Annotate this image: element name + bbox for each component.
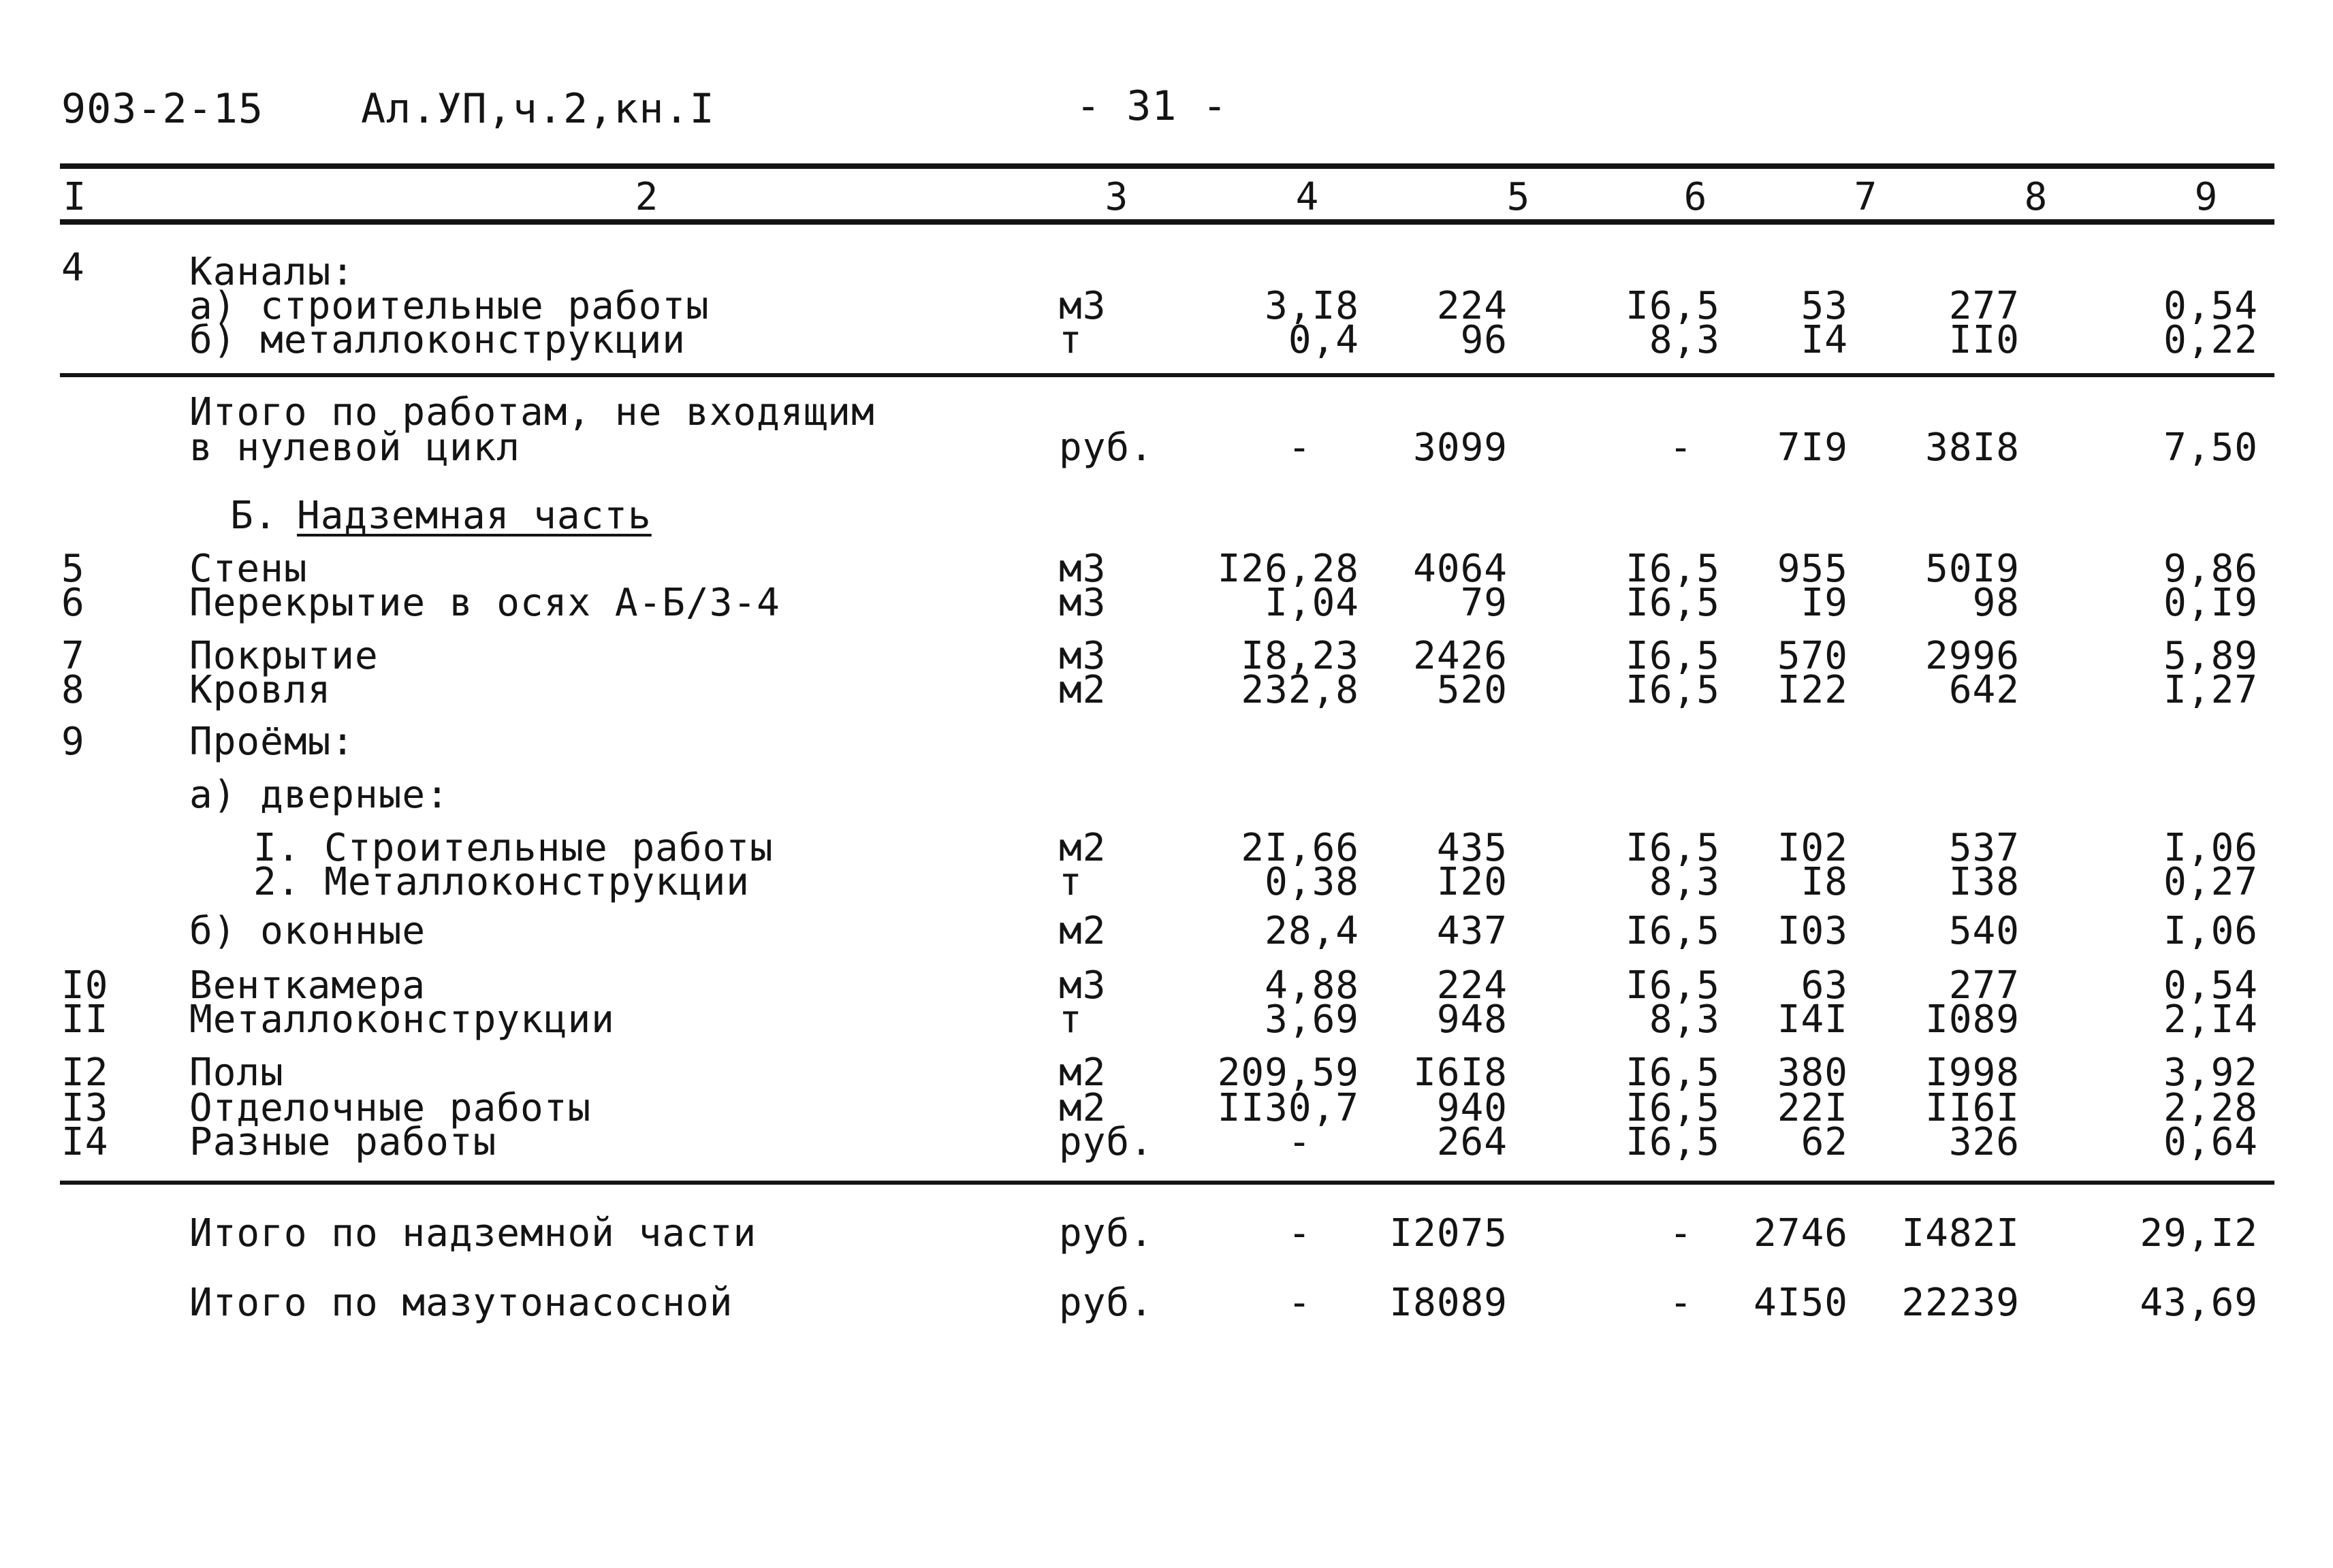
row-name: Стены [189, 547, 308, 591]
cell-col4: 209,59 [1217, 1051, 1359, 1095]
row-name: а) дверные: [189, 773, 449, 817]
cell-col7: I02 [1777, 826, 1848, 870]
cell-col4: 28,4 [1265, 909, 1359, 953]
cell-col6: - [1669, 426, 1693, 470]
cell-col4: 3,69 [1265, 997, 1359, 1042]
cell-col6: 8,3 [1649, 318, 1720, 362]
col-header-6: 6 [1683, 175, 1708, 219]
row-name: Перекрытие в осях А-Б/3-4 [189, 581, 780, 625]
cell-col5: 948 [1436, 997, 1508, 1042]
row-unit: м2 [1059, 668, 1107, 712]
cell-col7: 62 [1800, 1120, 1848, 1164]
cell-col6: - [1669, 1211, 1693, 1255]
cell-col9: 0,22 [2163, 318, 2258, 362]
row-name: 2. Металлоконструкции [253, 860, 750, 904]
cell-col6: I6,5 [1625, 963, 1720, 1008]
cell-col7: I8 [1800, 860, 1848, 904]
row-name: а) строительные работы [189, 284, 710, 328]
cell-col9: 5,89 [2163, 634, 2258, 678]
cell-col5: 96 [1460, 318, 1508, 362]
cell-col7: 4I50 [1753, 1281, 1848, 1325]
cell-col8: 540 [1948, 909, 2020, 953]
cell-col6: I6,5 [1625, 909, 1720, 953]
row-unit: м3 [1059, 581, 1107, 625]
cell-col9: I,06 [2163, 909, 2258, 953]
cell-col6: 8,3 [1649, 997, 1720, 1042]
col-header-5: 5 [1506, 175, 1531, 219]
row-unit: т [1059, 860, 1083, 904]
row-name: Итого по надземной части [189, 1211, 757, 1255]
col-header-2: 2 [635, 175, 659, 219]
cell-col4: I,04 [1265, 581, 1359, 625]
row-name: Отделочные работы [189, 1086, 592, 1130]
cell-col9: I,27 [2163, 668, 2258, 712]
row-unit: м2 [1059, 1086, 1107, 1130]
row-name-cont: в нулевой цикл [189, 426, 521, 470]
row-number: II [61, 997, 109, 1042]
row-name: Итого по мазутонасосной [189, 1281, 733, 1325]
cell-col5: 437 [1436, 909, 1508, 953]
cell-col8: 2996 [1925, 634, 2020, 678]
row-unit: руб. [1059, 1281, 1154, 1325]
header-bottom-rule [60, 219, 2274, 225]
cell-col7: I9 [1800, 581, 1848, 625]
row-name: б) оконные [189, 909, 426, 953]
row-unit: м3 [1059, 963, 1107, 1008]
cell-col5: 520 [1436, 668, 1508, 712]
row-name: Кровля [189, 668, 332, 712]
cell-col5: 79 [1460, 581, 1508, 625]
cell-col4: 0,4 [1288, 318, 1359, 362]
cell-col9: I,06 [2163, 826, 2258, 870]
cell-col9: 0,54 [2163, 284, 2258, 328]
cell-col4: - [1288, 426, 1312, 470]
cell-col6: I6,5 [1625, 668, 1720, 712]
cell-col6: I6,5 [1625, 1086, 1720, 1130]
row-name: Каналы: [189, 250, 355, 294]
cell-col9: 2,I4 [2163, 997, 2258, 1042]
section-title: Надземная часть [297, 494, 652, 538]
cell-col4: - [1288, 1211, 1312, 1255]
cell-col6: I6,5 [1625, 581, 1720, 625]
cell-col5: 224 [1436, 963, 1508, 1008]
cell-col4: I8,23 [1241, 634, 1359, 678]
row-name: Венткамера [189, 963, 426, 1008]
col-header-4: 4 [1295, 175, 1320, 219]
cell-col8: 22239 [1901, 1281, 2020, 1325]
row-unit: м3 [1059, 634, 1107, 678]
table-top-rule [60, 163, 2274, 169]
cell-col5: 3099 [1413, 426, 1508, 470]
cell-col7: 570 [1777, 634, 1848, 678]
cell-col4: - [1288, 1281, 1312, 1325]
cell-col5: I20 [1436, 860, 1508, 904]
cell-col4: 232,8 [1241, 668, 1359, 712]
cell-col8: 642 [1948, 668, 2020, 712]
album-ref: Ал.УП,ч.2,кн.I [361, 85, 715, 133]
row-unit: руб. [1059, 1120, 1154, 1164]
cell-col8: 537 [1948, 826, 2020, 870]
cell-col7: I03 [1777, 909, 1848, 953]
cell-col7: 53 [1800, 284, 1848, 328]
cell-col7: I4 [1800, 318, 1848, 362]
rule-before-totals [60, 1181, 2274, 1185]
row-name: Разные работы [189, 1120, 497, 1164]
cell-col4: 3,I8 [1265, 284, 1359, 328]
cell-col8: 50I9 [1925, 547, 2020, 591]
row-unit: м2 [1059, 909, 1107, 953]
cell-col9: 2,28 [2163, 1086, 2258, 1130]
cell-col9: 0,64 [2163, 1120, 2258, 1164]
cell-col7: I4I [1777, 997, 1848, 1042]
cell-col5: 435 [1436, 826, 1508, 870]
cell-col5: 940 [1436, 1086, 1508, 1130]
doc-code: 903-2-15 [61, 85, 264, 133]
row-number: 4 [61, 246, 85, 290]
col-header-3: 3 [1105, 175, 1129, 219]
cell-col4: 4,88 [1265, 963, 1359, 1008]
cell-col9: 43,69 [2140, 1281, 2258, 1325]
cell-col4: II30,7 [1217, 1086, 1359, 1130]
row-name: Итого по работам, не входящим [189, 390, 875, 434]
cell-col9: 0,27 [2163, 860, 2258, 904]
cell-col6: I6,5 [1625, 547, 1720, 591]
cell-col8: 326 [1948, 1120, 2020, 1164]
row-number: I0 [61, 963, 109, 1008]
row-name: Покрытие [189, 634, 379, 678]
cell-col9: 7,50 [2163, 426, 2258, 470]
row-number: 9 [61, 720, 85, 764]
cell-col8: 98 [1972, 581, 2020, 625]
cell-col7: 63 [1800, 963, 1848, 1008]
cell-col8: I998 [1925, 1051, 2020, 1095]
cell-col4: I26,28 [1217, 547, 1359, 591]
cell-col6: - [1669, 1281, 1693, 1325]
cell-col7: 7I9 [1777, 426, 1848, 470]
cell-col9: 3,92 [2163, 1051, 2258, 1095]
row-unit: м2 [1059, 1051, 1107, 1095]
cell-col8: I38 [1948, 860, 2020, 904]
cell-col7: 955 [1777, 547, 1848, 591]
cell-col8: 277 [1948, 284, 2020, 328]
cell-col4: - [1288, 1120, 1312, 1164]
cell-col7: 22I [1777, 1086, 1848, 1130]
page-number: - 31 - [1076, 82, 1228, 130]
row-unit: м3 [1059, 284, 1107, 328]
cell-col4: 0,38 [1265, 860, 1359, 904]
cell-col6: I6,5 [1625, 284, 1720, 328]
cell-col6: I6,5 [1625, 1120, 1720, 1164]
cell-col8: I482I [1901, 1211, 2020, 1255]
col-header-9: 9 [2194, 175, 2219, 219]
cell-col5: 2426 [1413, 634, 1508, 678]
cell-col8: 38I8 [1925, 426, 2020, 470]
cell-col9: 29,I2 [2140, 1211, 2258, 1255]
cell-col5: 264 [1436, 1120, 1508, 1164]
cell-col6: I6,5 [1625, 826, 1720, 870]
cell-col7: 2746 [1753, 1211, 1848, 1255]
row-unit: м2 [1059, 826, 1107, 870]
row-unit: т [1059, 318, 1083, 362]
cell-col7: I22 [1777, 668, 1848, 712]
cell-col6: I6,5 [1625, 634, 1720, 678]
col-header-7: 7 [1854, 175, 1878, 219]
cell-col7: 380 [1777, 1051, 1848, 1095]
cell-col5: 224 [1436, 284, 1508, 328]
row-number: I4 [61, 1120, 109, 1164]
row-unit: руб. [1059, 426, 1154, 470]
col-header-1: I [63, 175, 87, 219]
row-number: 6 [61, 581, 85, 625]
row-unit: м3 [1059, 547, 1107, 591]
row-number: 7 [61, 634, 85, 678]
row-name: б) металлоконструкции [189, 318, 686, 362]
col-header-8: 8 [2024, 175, 2048, 219]
cell-col4: 2I,66 [1241, 826, 1359, 870]
row-unit: руб. [1059, 1211, 1154, 1255]
cell-col9: 0,I9 [2163, 581, 2258, 625]
row-number: I3 [61, 1086, 109, 1130]
cell-col6: 8,3 [1649, 860, 1720, 904]
row-unit: т [1059, 997, 1083, 1042]
row-number: 5 [61, 547, 85, 591]
row-name: Полы [189, 1051, 284, 1095]
cell-col9: 0,54 [2163, 963, 2258, 1008]
cell-col8: I089 [1925, 997, 2020, 1042]
row-name: Проёмы: [189, 720, 355, 764]
cell-col5: 4064 [1413, 547, 1508, 591]
section-prefix: Б. [230, 494, 278, 538]
cell-col6: I6,5 [1625, 1051, 1720, 1095]
row-name: Металлоконструкции [189, 997, 615, 1042]
cell-col8: II6I [1925, 1086, 2020, 1130]
cell-col8: 277 [1948, 963, 2020, 1008]
row-name: I. Строительные работы [253, 826, 774, 870]
row-number: 8 [61, 668, 85, 712]
cell-col9: 9,86 [2163, 547, 2258, 591]
cell-col8: II0 [1948, 318, 2020, 362]
rule-after-canals [60, 373, 2274, 377]
cell-col5: I6I8 [1413, 1051, 1508, 1095]
cell-col5: I2075 [1389, 1211, 1508, 1255]
cell-col5: I8089 [1389, 1281, 1508, 1325]
row-number: I2 [61, 1051, 109, 1095]
